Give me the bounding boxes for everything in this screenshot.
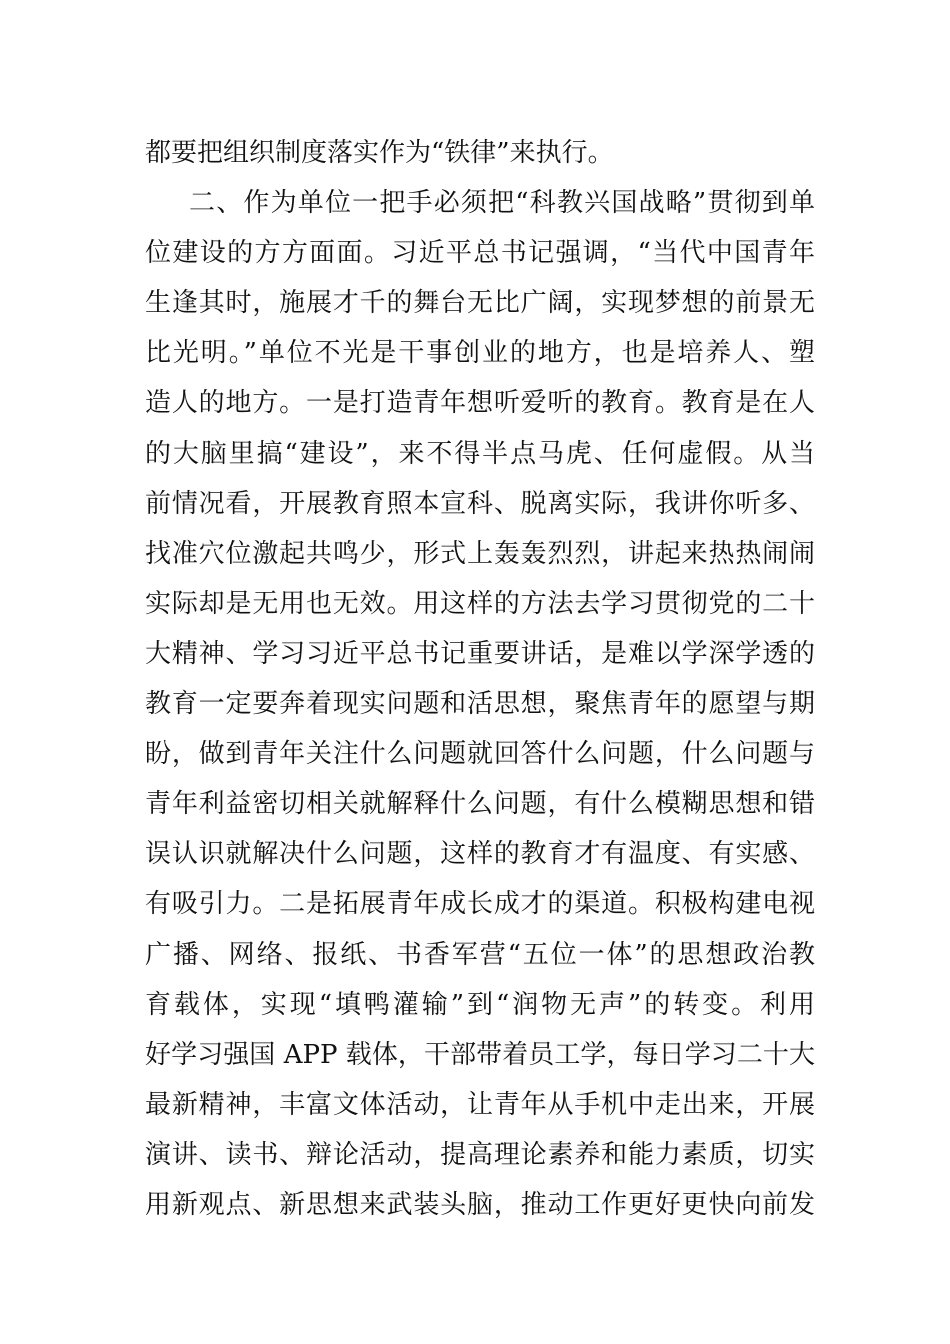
text-line: 的大脑里搞“建设”，来不得半点马虎、任何虚假。从当 [145,438,815,469]
text-line: 位建设的方方面面。习近平总书记强调，“当代中国青年 [145,238,815,269]
text-line: 有吸引力。二是拓展青年成长成才的渠道。积极构建电视 [145,889,815,920]
text-line: 最新精神，丰富文体活动，让青年从手机中走出来，开展 [145,1089,815,1120]
text-line: 用新观点、新思想来武装头脑，推动工作更好更快向前发 [145,1189,815,1220]
body-text [145,128,815,1230]
paragraph-first-line: 二、作为单位一把手必须把“科教兴国战略”贯彻到单 [189,188,815,219]
text-line: 青年利益密切相关就解释什么问题，有什么模糊思想和错 [145,789,815,820]
text-line: 前情况看，开展教育照本宣科、脱离实际，我讲你听多、 [145,488,815,519]
text-line: 演讲、读书、辩论活动，提高理论素养和能力素质，切实 [145,1139,815,1170]
text-line: 比光明。”单位不光是干事创业的地方，也是培养人、塑 [145,338,815,369]
text-line: 广播、网络、报纸、书香军营“五位一体”的思想政治教 [145,939,815,970]
text-line: 教育一定要奔着现实问题和活思想，聚焦青年的愿望与期 [145,689,815,720]
text-line: 实际却是无用也无效。用这样的方法去学习贯彻党的二十 [145,588,815,619]
text-line: 都要把组织制度落实作为“铁律”来执行。 [145,138,614,168]
text-line: 育载体，实现“填鸭灌输”到“润物无声”的转变。利用 [145,989,815,1020]
text-line: 盼，做到青年关注什么问题就回答什么问题，什么问题与 [145,739,815,770]
text-line: 好学习强国 APP 载体，干部带着员工学，每日学习二十大 [145,1039,815,1070]
text-line: 误认识就解决什么问题，这样的教育才有温度、有实感、 [145,839,815,870]
text-line: 生逢其时，施展才千的舞台无比广阔，实现梦想的前景无 [145,288,815,319]
text-line: 造人的地方。一是打造青年想听爱听的教育。教育是在人 [145,388,815,419]
text-line: 大精神、学习习近平总书记重要讲话，是难以学深学透的 [145,638,815,669]
text-line: 找准穴位激起共鸣少，形式上轰轰烈烈，讲起来热热闹闹 [145,538,815,569]
